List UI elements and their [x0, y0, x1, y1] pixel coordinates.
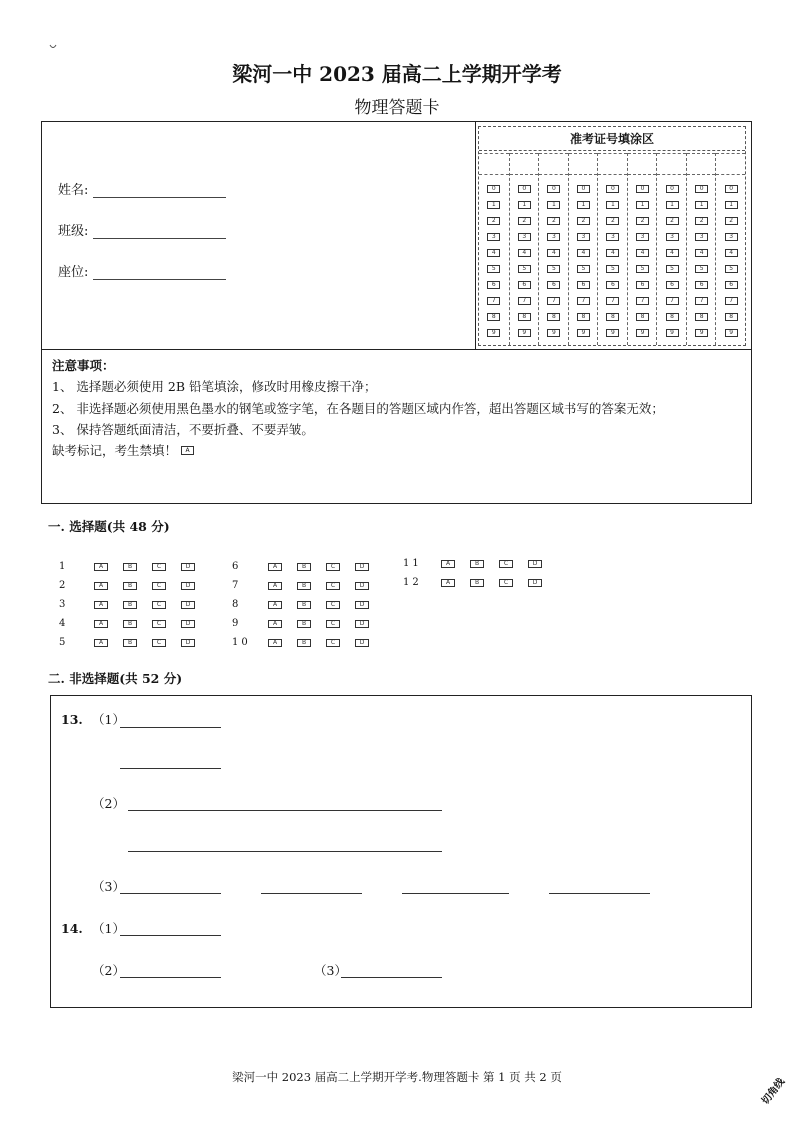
corner-mark-icon: [49, 44, 57, 50]
admission-bubble[interactable]: 4: [487, 249, 500, 257]
choice-option-bubble[interactable]: D: [355, 639, 369, 647]
choice-question-number: 9: [232, 618, 239, 629]
choice-option-bubble[interactable]: D: [181, 563, 195, 571]
admission-bubble[interactable]: 5: [518, 265, 531, 273]
choice-option-bubble[interactable]: B: [470, 560, 484, 568]
admission-bubble[interactable]: 2: [547, 217, 560, 225]
choice-option-bubble[interactable]: C: [326, 620, 340, 628]
admission-bubble[interactable]: 8: [666, 313, 679, 321]
admission-digit-box[interactable]: [716, 153, 745, 175]
choice-option-bubble[interactable]: C: [326, 601, 340, 609]
admission-columns: [479, 153, 745, 345]
q14-part3-blank[interactable]: [341, 977, 442, 978]
choice-option-bubble[interactable]: D: [355, 620, 369, 628]
absent-mark-row: [52, 443, 194, 459]
admission-bubble[interactable]: 5: [636, 265, 649, 273]
admission-digit-box[interactable]: [657, 153, 686, 175]
admission-bubble[interactable]: 8: [518, 313, 531, 321]
admission-digit-box[interactable]: [569, 153, 598, 175]
admission-bubble[interactable]: 2: [636, 217, 649, 225]
info-box: [41, 121, 752, 504]
choice-option-bubble[interactable]: C: [152, 601, 166, 609]
admission-bubble[interactable]: 2: [518, 217, 531, 225]
horizontal-divider: [42, 349, 751, 350]
admission-bubble[interactable]: 7: [487, 297, 500, 305]
q14-part1-label: （1）: [92, 921, 125, 936]
page-title: 梁河一中 2023 届高二上学期开学考: [232, 62, 562, 86]
choice-option-bubble[interactable]: A: [441, 579, 455, 587]
admission-bubble[interactable]: 5: [547, 265, 560, 273]
admission-bubble[interactable]: 8: [725, 313, 738, 321]
admission-digit-box[interactable]: [628, 153, 657, 175]
admission-column: [656, 153, 686, 345]
admission-bubble[interactable]: 0: [636, 185, 649, 193]
notice-item-3: 3、 保持答题纸面清洁，不要折叠、不要弄皱。: [52, 422, 314, 437]
admission-bubble[interactable]: 9: [695, 329, 708, 337]
admission-bubble[interactable]: 6: [577, 281, 590, 289]
admission-bubble[interactable]: 1: [547, 201, 560, 209]
choice-option-bubble[interactable]: A: [268, 620, 282, 628]
admission-column: [538, 153, 568, 345]
choice-option-bubble[interactable]: A: [268, 563, 282, 571]
choice-question-number: 7: [232, 580, 239, 591]
choice-option-bubble[interactable]: B: [297, 582, 311, 590]
admission-bubble[interactable]: 7: [695, 297, 708, 305]
admission-bubble[interactable]: 0: [518, 185, 531, 193]
choice-option-bubble[interactable]: A: [268, 582, 282, 590]
admission-column: [509, 153, 539, 345]
admission-bubble[interactable]: 6: [666, 281, 679, 289]
admission-bubble[interactable]: 0: [487, 185, 500, 193]
q14-part2-blank[interactable]: [120, 977, 221, 978]
admission-bubble[interactable]: 1: [487, 201, 500, 209]
q13-part2-label: （2）: [92, 796, 125, 811]
admission-bubble[interactable]: 4: [518, 249, 531, 257]
seat-field[interactable]: [93, 279, 226, 280]
admission-bubble[interactable]: 5: [577, 265, 590, 273]
notice-heading: 注意事项：: [52, 358, 115, 373]
admission-bubble[interactable]: 1: [577, 201, 590, 209]
admission-bubble[interactable]: 9: [487, 329, 500, 337]
admission-bubble[interactable]: 1: [518, 201, 531, 209]
choice-option-bubble[interactable]: C: [152, 620, 166, 628]
q14-part2-label: （2）: [92, 963, 125, 978]
choice-option-bubble[interactable]: A: [94, 563, 108, 571]
q14-part1-blank[interactable]: [120, 935, 221, 936]
admission-bubble[interactable]: 8: [577, 313, 590, 321]
admission-bubble[interactable]: 6: [636, 281, 649, 289]
q13-part3-blank-2[interactable]: [261, 893, 362, 894]
admission-bubble[interactable]: 2: [725, 217, 738, 225]
q14-part3-label: （3）: [314, 963, 347, 978]
admission-bubble[interactable]: 2: [666, 217, 679, 225]
admission-bubble[interactable]: 2: [577, 217, 590, 225]
admission-bubble[interactable]: 0: [577, 185, 590, 193]
notice-item-1: 1、 选择题必须使用 2B 铅笔填涂，修改时用橡皮擦干净；: [52, 379, 377, 394]
admission-bubble[interactable]: 5: [606, 265, 619, 273]
admission-bubble[interactable]: 0: [606, 185, 619, 193]
admission-bubble[interactable]: 6: [725, 281, 738, 289]
admission-bubble[interactable]: 6: [547, 281, 560, 289]
name-label: 姓名:: [58, 183, 89, 198]
admission-bubble[interactable]: 2: [487, 217, 500, 225]
admission-bubble[interactable]: 0: [725, 185, 738, 193]
notice-item-2: 2、 非选择题必须使用黑色墨水的钢笔或签字笔，在各题目的答题区域内作答，超出答题区域书写的答案无效；: [52, 401, 664, 416]
choice-option-bubble[interactable]: C: [152, 639, 166, 647]
subjective-section-heading: 二. 非选择题(共 52 分): [48, 671, 183, 686]
admission-digit-box[interactable]: [510, 153, 539, 175]
admission-bubble[interactable]: 7: [518, 297, 531, 305]
cut-corner-label: 切角线: [760, 1076, 788, 1107]
admission-bubble[interactable]: 6: [695, 281, 708, 289]
admission-digit-box[interactable]: [598, 153, 627, 175]
admission-bubble[interactable]: 3: [695, 233, 708, 241]
admission-bubble[interactable]: 3: [725, 233, 738, 241]
choice-question-number: 10: [232, 637, 251, 648]
choice-section-heading: 一. 选择题(共 48 分): [48, 519, 170, 534]
admission-bubble[interactable]: 0: [695, 185, 708, 193]
choice-option-bubble[interactable]: A: [441, 560, 455, 568]
choice-option-bubble[interactable]: B: [470, 579, 484, 587]
choice-option-bubble[interactable]: A: [94, 601, 108, 609]
admission-bubble[interactable]: 5: [695, 265, 708, 273]
choice-option-bubble[interactable]: D: [355, 582, 369, 590]
admission-digit-box[interactable]: [687, 153, 716, 175]
admission-bubble[interactable]: 3: [518, 233, 531, 241]
q13-part2-blank[interactable]: [128, 810, 442, 811]
admission-bubble[interactable]: 6: [518, 281, 531, 289]
admission-bubble[interactable]: 9: [725, 329, 738, 337]
admission-bubble[interactable]: 0: [666, 185, 679, 193]
choice-option-bubble[interactable]: B: [297, 601, 311, 609]
admission-bubble[interactable]: 1: [636, 201, 649, 209]
choice-question-number: 12: [403, 577, 422, 588]
admission-bubble[interactable]: 3: [547, 233, 560, 241]
choice-option-bubble[interactable]: B: [297, 620, 311, 628]
admission-bubble[interactable]: 7: [636, 297, 649, 305]
q13-part1-blank[interactable]: [120, 727, 221, 728]
absent-mark-label: 缺考标记，考生禁填！: [52, 443, 178, 458]
admission-bubble[interactable]: 3: [577, 233, 590, 241]
admission-bubble[interactable]: 7: [547, 297, 560, 305]
q13-part1-blank-2[interactable]: [120, 768, 221, 769]
admission-bubble[interactable]: 0: [547, 185, 560, 193]
admission-bubble[interactable]: 6: [606, 281, 619, 289]
admission-digit-box[interactable]: [539, 153, 568, 175]
q13-part3-blank-3[interactable]: [402, 893, 509, 894]
admission-bubble[interactable]: 4: [577, 249, 590, 257]
admission-column: [597, 153, 627, 345]
choice-option-bubble[interactable]: C: [499, 579, 513, 587]
choice-option-bubble[interactable]: D: [181, 639, 195, 647]
admission-bubble[interactable]: 6: [487, 281, 500, 289]
choice-option-bubble[interactable]: C: [326, 639, 340, 647]
admission-column: [715, 153, 745, 345]
admission-bubble[interactable]: 4: [547, 249, 560, 257]
choice-option-bubble[interactable]: B: [123, 582, 137, 590]
admission-bubble[interactable]: 8: [547, 313, 560, 321]
admission-bubble[interactable]: 2: [606, 217, 619, 225]
admission-bubble[interactable]: 9: [547, 329, 560, 337]
admission-bubble[interactable]: 7: [577, 297, 590, 305]
choice-option-bubble[interactable]: D: [181, 620, 195, 628]
admission-bubble[interactable]: 5: [487, 265, 500, 273]
q14-number: 14.: [61, 921, 83, 936]
admission-bubble[interactable]: 9: [518, 329, 531, 337]
class-field[interactable]: [93, 238, 226, 239]
choice-option-bubble[interactable]: B: [297, 563, 311, 571]
admission-column: [686, 153, 716, 345]
choice-question-number: 4: [59, 618, 66, 629]
admission-digit-box[interactable]: [479, 153, 509, 175]
choice-option-bubble[interactable]: B: [123, 639, 137, 647]
q13-part3-blank-4[interactable]: [549, 893, 650, 894]
admission-bubble[interactable]: 1: [695, 201, 708, 209]
choice-option-bubble[interactable]: A: [268, 601, 282, 609]
choice-option-bubble[interactable]: A: [268, 639, 282, 647]
admission-bubble[interactable]: 7: [606, 297, 619, 305]
q13-part2-blank-2[interactable]: [128, 851, 442, 852]
admission-bubble[interactable]: 5: [725, 265, 738, 273]
vertical-divider: [475, 122, 476, 350]
admission-bubble[interactable]: 4: [636, 249, 649, 257]
class-label: 班级:: [58, 224, 89, 239]
choice-question-number: 6: [232, 561, 239, 572]
admission-bubble[interactable]: 9: [666, 329, 679, 337]
q13-number: 13.: [61, 712, 83, 727]
admission-bubble[interactable]: 1: [666, 201, 679, 209]
admission-bubble[interactable]: 5: [666, 265, 679, 273]
admission-bubble[interactable]: 7: [666, 297, 679, 305]
admission-bubble[interactable]: 8: [487, 313, 500, 321]
name-field[interactable]: [93, 197, 226, 198]
choice-option-bubble[interactable]: C: [152, 563, 166, 571]
choice-option-bubble[interactable]: D: [355, 601, 369, 609]
q13-part3-blank-1[interactable]: [120, 893, 221, 894]
choice-question-number: 1: [59, 561, 66, 572]
admission-bubble[interactable]: 3: [666, 233, 679, 241]
choice-option-bubble[interactable]: C: [152, 582, 166, 590]
admission-bubble[interactable]: 3: [636, 233, 649, 241]
seat-label: 座位:: [58, 265, 89, 280]
q13-part1-label: （1）: [92, 712, 125, 727]
admission-bubble[interactable]: 4: [606, 249, 619, 257]
admission-column: [479, 153, 509, 345]
q13-part3-label: （3）: [92, 879, 125, 894]
choice-option-bubble[interactable]: B: [123, 601, 137, 609]
choice-option-bubble[interactable]: C: [326, 563, 340, 571]
admission-bubble[interactable]: 1: [606, 201, 619, 209]
page-footer: 梁河一中 2023 届高二上学期开学考.物理答题卡 第 1 页 共 2 页: [232, 1070, 562, 1084]
admission-bubble[interactable]: 9: [577, 329, 590, 337]
admission-column: [568, 153, 598, 345]
choice-option-bubble[interactable]: D: [181, 601, 195, 609]
admission-bubble[interactable]: 8: [606, 313, 619, 321]
absent-mark-box[interactable]: A: [181, 446, 194, 455]
choice-question-number: 11: [403, 558, 422, 569]
choice-option-bubble[interactable]: A: [94, 639, 108, 647]
admission-column: [627, 153, 657, 345]
admission-title: 准考证号填涂区: [479, 127, 745, 151]
admission-bubble[interactable]: 7: [725, 297, 738, 305]
admission-bubble[interactable]: 9: [606, 329, 619, 337]
admission-bubble[interactable]: 4: [725, 249, 738, 257]
choice-option-bubble[interactable]: B: [123, 563, 137, 571]
choice-option-bubble[interactable]: D: [181, 582, 195, 590]
admission-bubble[interactable]: 8: [636, 313, 649, 321]
choice-question-number: 8: [232, 599, 239, 610]
choice-option-bubble[interactable]: C: [326, 582, 340, 590]
admission-bubble[interactable]: 2: [695, 217, 708, 225]
choice-option-bubble[interactable]: D: [355, 563, 369, 571]
choice-option-bubble[interactable]: B: [297, 639, 311, 647]
choice-option-bubble[interactable]: A: [94, 620, 108, 628]
choice-question-number: 2: [59, 580, 66, 591]
choice-option-bubble[interactable]: B: [123, 620, 137, 628]
admission-bubble[interactable]: 1: [725, 201, 738, 209]
admission-bubble[interactable]: 8: [695, 313, 708, 321]
page-subtitle: 物理答题卡: [354, 98, 440, 118]
admission-bubble[interactable]: 4: [695, 249, 708, 257]
choice-question-number: 3: [59, 599, 66, 610]
admission-bubble[interactable]: 4: [666, 249, 679, 257]
choice-option-bubble[interactable]: D: [528, 579, 542, 587]
admission-bubble[interactable]: 3: [606, 233, 619, 241]
choice-option-bubble[interactable]: A: [94, 582, 108, 590]
choice-option-bubble[interactable]: C: [499, 560, 513, 568]
admission-number-area: [478, 126, 746, 346]
choice-question-number: 5: [59, 637, 66, 648]
admission-bubble[interactable]: 3: [487, 233, 500, 241]
choice-option-bubble[interactable]: D: [528, 560, 542, 568]
admission-bubble[interactable]: 9: [636, 329, 649, 337]
